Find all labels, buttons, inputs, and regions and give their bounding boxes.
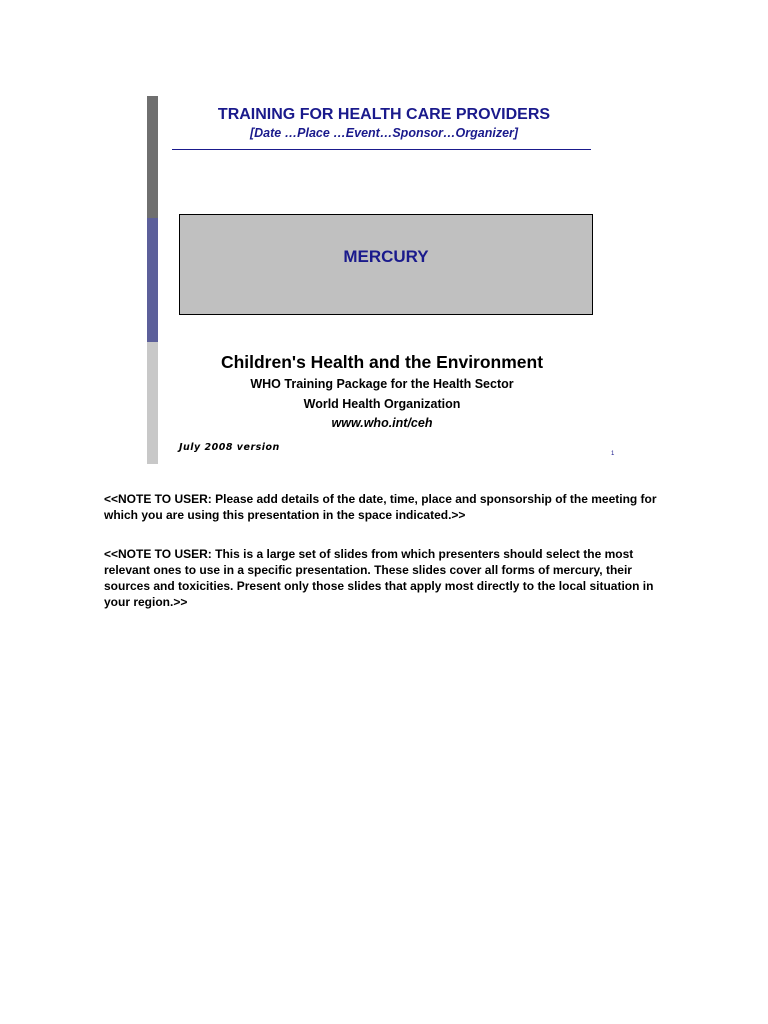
user-note-2: <<NOTE TO USER: This is a large set of slides from which presenters should select the most relevant ones to use in a specific presentation. These slides cover all forms of mercury, their sources and toxicities. Present only those slides that apply most directly to the local situation in your region.>> <box>104 547 654 609</box>
topic-label: MERCURY <box>343 247 429 266</box>
slide-number: 1 <box>611 451 615 457</box>
organization-line: World Health Organization <box>303 397 461 411</box>
topic-box <box>179 214 593 315</box>
main-heading: Children's Health and the Environment <box>220 352 544 372</box>
website-link[interactable]: www.who.int/ceh <box>331 416 433 430</box>
title-divider <box>172 149 591 150</box>
slide-subtitle: [Date …Place …Event…Sponsor…Organizer] <box>249 126 519 140</box>
sidebar-bar-middle <box>147 218 158 342</box>
version-label: July 2008 version <box>179 442 280 453</box>
sidebar-bar-bottom <box>147 342 158 464</box>
slide-title: TRAINING FOR HEALTH CARE PROVIDERS <box>217 106 551 123</box>
package-line: WHO Training Package for the Health Sector <box>250 377 514 391</box>
sidebar-bar-top <box>147 96 158 218</box>
user-note-1: <<NOTE TO USER: Please add details of the date, time, place and sponsorship of the meeting for which you are using this presentation in the space indicated.>> <box>104 492 657 522</box>
